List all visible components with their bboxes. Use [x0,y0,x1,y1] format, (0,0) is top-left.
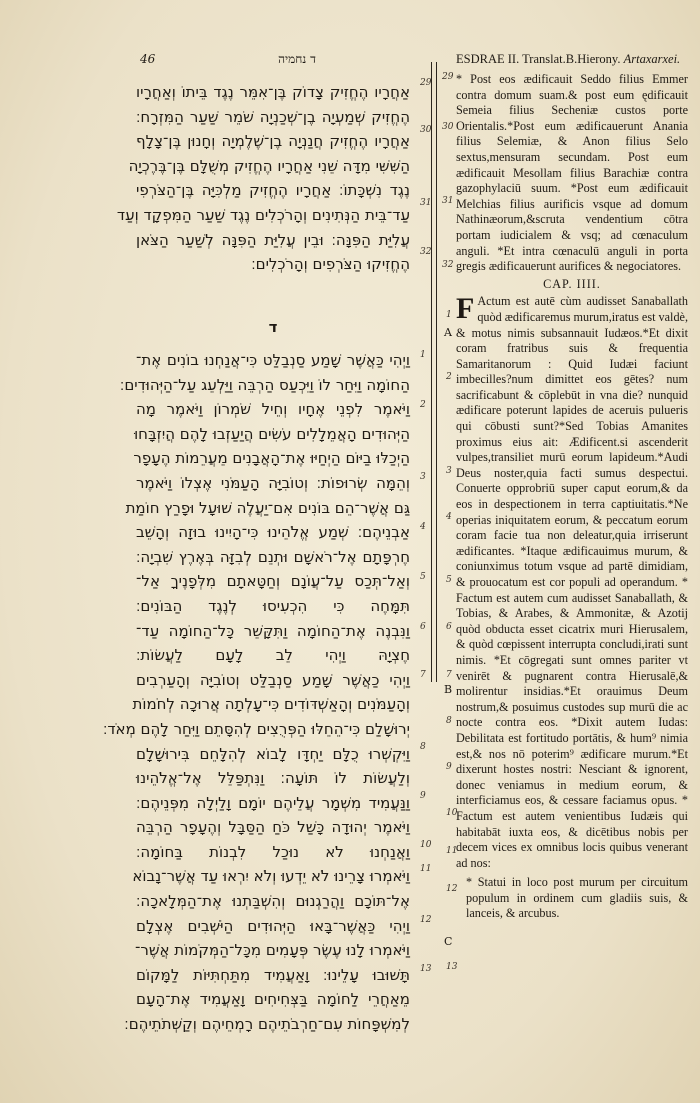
latin-verse-number: 3 [446,466,452,476]
hebrew-line: וַיִּקְשְׁרוּ כֻלָּם יַחְדָּו לָבוֹא לְהִלָּחֵם בִּירוּשָׁלָ͏ִם [136,744,410,763]
hebrew-line: וְהֵמָּה שְׂרוּפוֹת׃ וְטוֹבִיָּה הָעַמֹּנִי אֶצְלוֹ וַיֹּאמֶר [136,473,410,492]
hebrew-line: עַד־בֵּית הַנְּתִינִים וְהָרֹכְלִים נֶגֶד שַׁעַר הַמִּפְקָד וְעַד [116,205,410,224]
hebrew-verse-number: 2 [420,400,426,410]
latin-section-letter: A [444,326,452,339]
latin-paragraph-3: * Statui in loco post murum per circuitum populum in ordinem cum gladiis suis, & lanceis, & arcubus. [466,875,688,921]
latin-verse-number: 13 [446,962,458,972]
hebrew-chapter-heading: ד [268,318,278,336]
hebrew-line: וַאֲנַחְנוּ לֹא נוּכַל לִבְנוֹת בַּחוֹמָה׃ [136,842,410,861]
hebrew-line: מֵאַחֲרֵי לַחוֹמָה בַּצְּחִיחִים וָאַעֲמִיד אֶת־הָעָם [136,990,410,1009]
hebrew-line: וַיֹּאמֶר לִפְנֵי אֶחָיו וְחֵיל שֹׁמְרוֹן וַיֹּאמֶר מָה [136,400,410,419]
hebrew-line: תִּמָּחֶה כִּי הִכְעִיסוּ לְנֶגֶד הַבּוֹנִים׃ [136,596,410,615]
hebrew-line: תָּשׁוּבוּ עָלֵינוּ׃ וָאַעֲמִיד מִתַּחְתִּיּוֹת לַמָּקוֹם [136,965,410,984]
column-rule-left [431,62,432,682]
hebrew-line: אַחֲרָיו הֶחֱזִיק חֲנַנְיָה בֶן־שֶׁלֶמְיָה וְחָנוּן בֶּן־צָלָף [136,132,410,151]
hebrew-line: נֶגֶד נִשְׁכָּתוֹ׃ אַחֲרָיו הֶחֱזִיק מַלְכִּיָּה בֶּן־הַצֹּרְפִי [136,181,410,200]
latin-verse-number: 4 [446,512,452,522]
hebrew-line: עֲלִיַּת הַפִּנָּה׃ וּבֵין עֲלִיַּת הַפִּנָּה לְשַׁעַר הַצֹּאן [136,230,410,249]
hebrew-verse-number: 29 [420,78,432,88]
hebrew-line: גַּם אֲשֶׁר־הֵם בּוֹנִים אִם־יַעֲלֶה שׁוּעָל וּפָרַץ חוֹמַת [125,498,410,517]
column-rule-right [436,62,437,682]
hebrew-verse-number: 8 [420,742,426,752]
hebrew-line: וַנַּעֲמִיד מִשְׁמָר עֲלֵיהֶם יוֹמָם וָלַיְלָה מִפְּנֵיהֶם׃ [136,793,410,812]
latin-verse-number: 31 [442,196,454,206]
hebrew-line: אֶל־תּוֹכָם וַהֲרַגְנוּם וְהִשְׁבַּתְנוּ אֶת־הַמְּלָאכָה׃ [136,892,410,911]
hebrew-line: לְמִשְׁפָּחוֹת עִם־חַרְבֹתֵיהֶם רָמְחֵיהֶם וְקַשְּׁתֹתֵיהֶם׃ [124,1015,410,1034]
latin-paragraph-2-text: Actum est autē cùm audisset Sanaballath quòd ædificaremus murum,iratus est valdè, & motus nimis subsannauit Iudæos.*Et dixit coram fratribus suis & frequentia Samaritanorum : Quid Iudæi faciunt imbecilles?num dimittet eos gētes? num sacrificabunt & cōplebūt in vna die? nunquid ædificare poterunt lapides de aceruis pulueris qui cōbusti sunt?*Sed Tobias Amanites proximus eius ait: Ædificent.si ascenderit vulpes,transiliet murū eorum lapideum.*Audi Deus noster,quia facti sumus despectui. Conuerte opprobriū super caput eorum,& da eos in despectionem in terra captiuitatis.*Ne operias iniquitatem eorum, & peccatum eorum coram facie tua non deleatur,quia irriserunt ædificantes. *Itaque ædificauimus murum, & coniunximus totum vsque ad partē dimidiam, & prouocatum est cor populi ad operandum. * Factum est autem cum audisset Sanaballath, & Tobias, & Arabes, & Ammonitæ, & Azotij quòd obducta esset cicatrix muri Hierusalem, & quòd cœpissent interrupta concludi,irati sunt nimis. *Et cōgregati sunt omnes pariter vt venirēt & pugnarent contra Hierusalē,& molirentur insidias.*Et orauimus Deum nostrum,& posuimus custodes sup murū die ac nocte contra eos. *Dixit autem Iudas: Debilitata est fortitudo portātis, & hum⁹ nimia est,& nos nō poterim⁹ ædificare murum.*Et dixerunt hostes nostri: Nesciant & ignorent, donec veniamus in medium eorum, & interficiamus eos, & cessare faciamus opus. * Factum est autem venientibus Iudæis qui habitabāt iuxta eos, & dicētibus nobis per decem vices ex omnibus locis quibus venerant ad nos: [456,294,688,870]
hebrew-line: אַחֲרָיו הֶחֱזִיק צָדוֹק בֶּן־אִמֵּר נֶגֶד בֵּיתוֹ וְאַחֲרָיו [136,83,410,101]
drop-cap-F: F [456,292,475,326]
hebrew-verse-number: 11 [420,864,432,874]
hebrew-chapter-letter: ד [310,52,316,66]
latin-verse-number: 29 [442,72,454,82]
latin-section-letter: B [444,683,453,696]
hebrew-book-name: נחמיה [278,52,307,66]
latin-chapter-heading [456,277,688,293]
hebrew-line: הַשִּׁשִּׁי מִדָּה שֵׁנִי אַחֲרָיו הֶחֱזִיק מְשֻׁלָּם בֶּן־בֶּרֶכְיָה [128,156,410,175]
hebrew-verse-number: 7 [420,670,426,680]
latin-chapter-label: CAP. IIII. [543,276,601,291]
latin-running-head [456,52,688,67]
latin-verse-number: 5 [446,575,452,585]
hebrew-line: הֶחֱזִיקוּ הַצֹּרְפִים וְהָרֹכְלִים׃ [251,255,410,274]
hebrew-line: הַיְכַלּוּ בַיּוֹם הַיְחַיּוּ אֶת־הָאֲבָנִים מֵעֲרֵמוֹת הֶעָפָר [133,449,410,468]
hebrew-verse-number: 31 [420,198,432,208]
hebrew-verse-number: 1 [420,350,426,360]
latin-verse-number: 7 [446,670,452,680]
hebrew-verse-number: 3 [420,472,426,482]
latin-verse-number: 11 [446,846,458,856]
hebrew-line: וַנִּבְנֶה אֶת־הַחוֹמָה וַתִּקָּשֵׁר כָּל־הַחוֹמָה עַד־ [136,621,410,640]
latin-verse-number: 30 [442,122,454,132]
hebrew-line: יְרוּשָׁלַ͏ִם כִּי־הֵחֵלּוּ הַפְּרֻצִים לְהִסָּתֵם וַיִּחַר לָהֶם מְאֹד׃ [102,719,410,738]
hebrew-line: חֶצְיָהּ וַיְהִי לֵב לָעָם לַעֲשׂוֹת׃ [136,646,410,665]
hebrew-verse-number: 4 [420,522,426,532]
latin-verse-number: 2 [446,372,452,382]
latin-paragraph-2 [456,294,688,871]
hebrew-line: וַיֹּאמְרוּ צָרֵינוּ לֹא יֵדְעוּ וְלֹא יִרְאוּ עַד אֲשֶׁר־נָבוֹא [132,867,410,886]
latin-verse-number: 9 [446,762,452,772]
hebrew-verse-number: 5 [420,572,426,582]
hebrew-text-block-1 [116,80,410,277]
latin-text-column [456,72,688,922]
latin-title-italic: Artaxarxei. [623,52,681,66]
hebrew-line: וְהָעַמֹּנִים וְהָאַשְׁדּוֹדִים כִּי־עָלְתָה אֲרוּכָה לְחֹמוֹת [132,695,410,714]
hebrew-verse-number: 6 [420,622,426,632]
latin-section-letter: C [444,935,453,948]
hebrew-verse-number: 10 [420,840,432,850]
latin-verse-number: 32 [442,260,454,270]
hebrew-text-block-2 [102,348,410,1037]
hebrew-verse-number: 12 [420,915,432,925]
hebrew-verse-number: 13 [420,964,432,974]
hebrew-line: וַיֹּאמֶר יְהוּדָה כָּשַׁל כֹּחַ הַסַּבָּל וְהֶעָפָר הַרְבֵּה [136,818,410,837]
hebrew-line: וְלַעֲשׂוֹת לוֹ תּוֹעָה׃ וַנִּתְפַּלֵּל אֶל־אֱלֹהֵינוּ [136,769,410,788]
hebrew-line: וַיְהִי כַאֲשֶׁר שָׁמַע סַנְבַלַּט וְטוֹבִיָּה וְהָעַרְבִים [136,670,410,689]
hebrew-verse-number: 30 [420,125,432,135]
hebrew-verse-number: 32 [420,247,432,257]
hebrew-verse-number: 9 [420,791,426,801]
hebrew-line: וַיְהִי כַּאֲשֶׁר־בָּאוּ הַיְּהוּדִים הַיֹּשְׁבִים אֶצְלָם [136,916,410,935]
hebrew-line: הַיְּהוּדִים הָאֲמֵלָלִים עֹשִׂים הֲיַעַזְבוּ לָהֶם הֲיִזְבָּחוּ [134,424,410,443]
latin-paragraph-1: * Post eos ædificauit Seddo filius Emmer contra domum suam.& post eum ędificauit Semeia filius Secheniæ custos porte Orientalis.*Post eum ædificauerunt Anania filius Selemiæ, & Anon filius Selo sextus,mensuram secundam. Post eum ædificauit Mesollam filius Barachiæ contra gazophylaciū suum. *Post eum ædificauit Melchias filius aurificis vsque ad domum Nathinæorum,&scruta vendentium cōtra portam iudicialem & vsq; ad cœnaculum anguli. *Et intra cœnaculū anguli in porta gregis ædificauerunt aurifices & negociatores. [456,72,688,274]
latin-verse-number: 10 [446,808,458,818]
hebrew-line: וְאַל־תְּכַס עַל־עֲוֺנָם וְחַטָּאתָם מִלְּפָנֶיךָ אַל־ [136,572,410,591]
latin-verse-number: 8 [446,716,452,726]
hebrew-line: וַיֹּאמְרוּ לָנוּ עֶשֶׂר פְּעָמִים מִכָּל־הַמְּקֹמוֹת אֲשֶׁר־ [134,941,410,960]
latin-verse-number: 12 [446,884,458,894]
latin-title: ESDRAE II. Translat.B.Hierony. [456,52,621,66]
hebrew-line: הַחוֹמָה וַיִּחַר לוֹ וַיִּכְעַס הַרְבֵּה וַיַּלְעֵג עַל־הַיְּהוּדִים׃ [119,375,410,394]
hebrew-line: וַיְהִי כַּאֲשֶׁר שָׁמַע סַנְבַלַּט כִּי־אֲנַחְנוּ בוֹנִים אֶת־ [136,351,410,369]
hebrew-line: אַבְנֵיהֶם׃ שְׁמַע אֱלֹהֵינוּ כִּי־הָיִינוּ בוּזָה וְהָשֵׁב [136,523,410,542]
hebrew-running-head [220,52,420,67]
latin-verse-number: 1 [446,310,452,320]
hebrew-line: הֶחֱזִיק שְׁמַעְיָה בֶן־שְׁכַנְיָה שֹׁמֵר שַׁעַר הַמִּזְרָח׃ [136,107,410,126]
latin-verse-number: 6 [446,622,452,632]
hebrew-line: חֶרְפָּתָם אֶל־רֹאשָׁם וּתְנֵם לְבִזָּה בְּאֶרֶץ שִׁבְיָה׃ [136,547,410,566]
page-number: 46 [140,52,156,66]
